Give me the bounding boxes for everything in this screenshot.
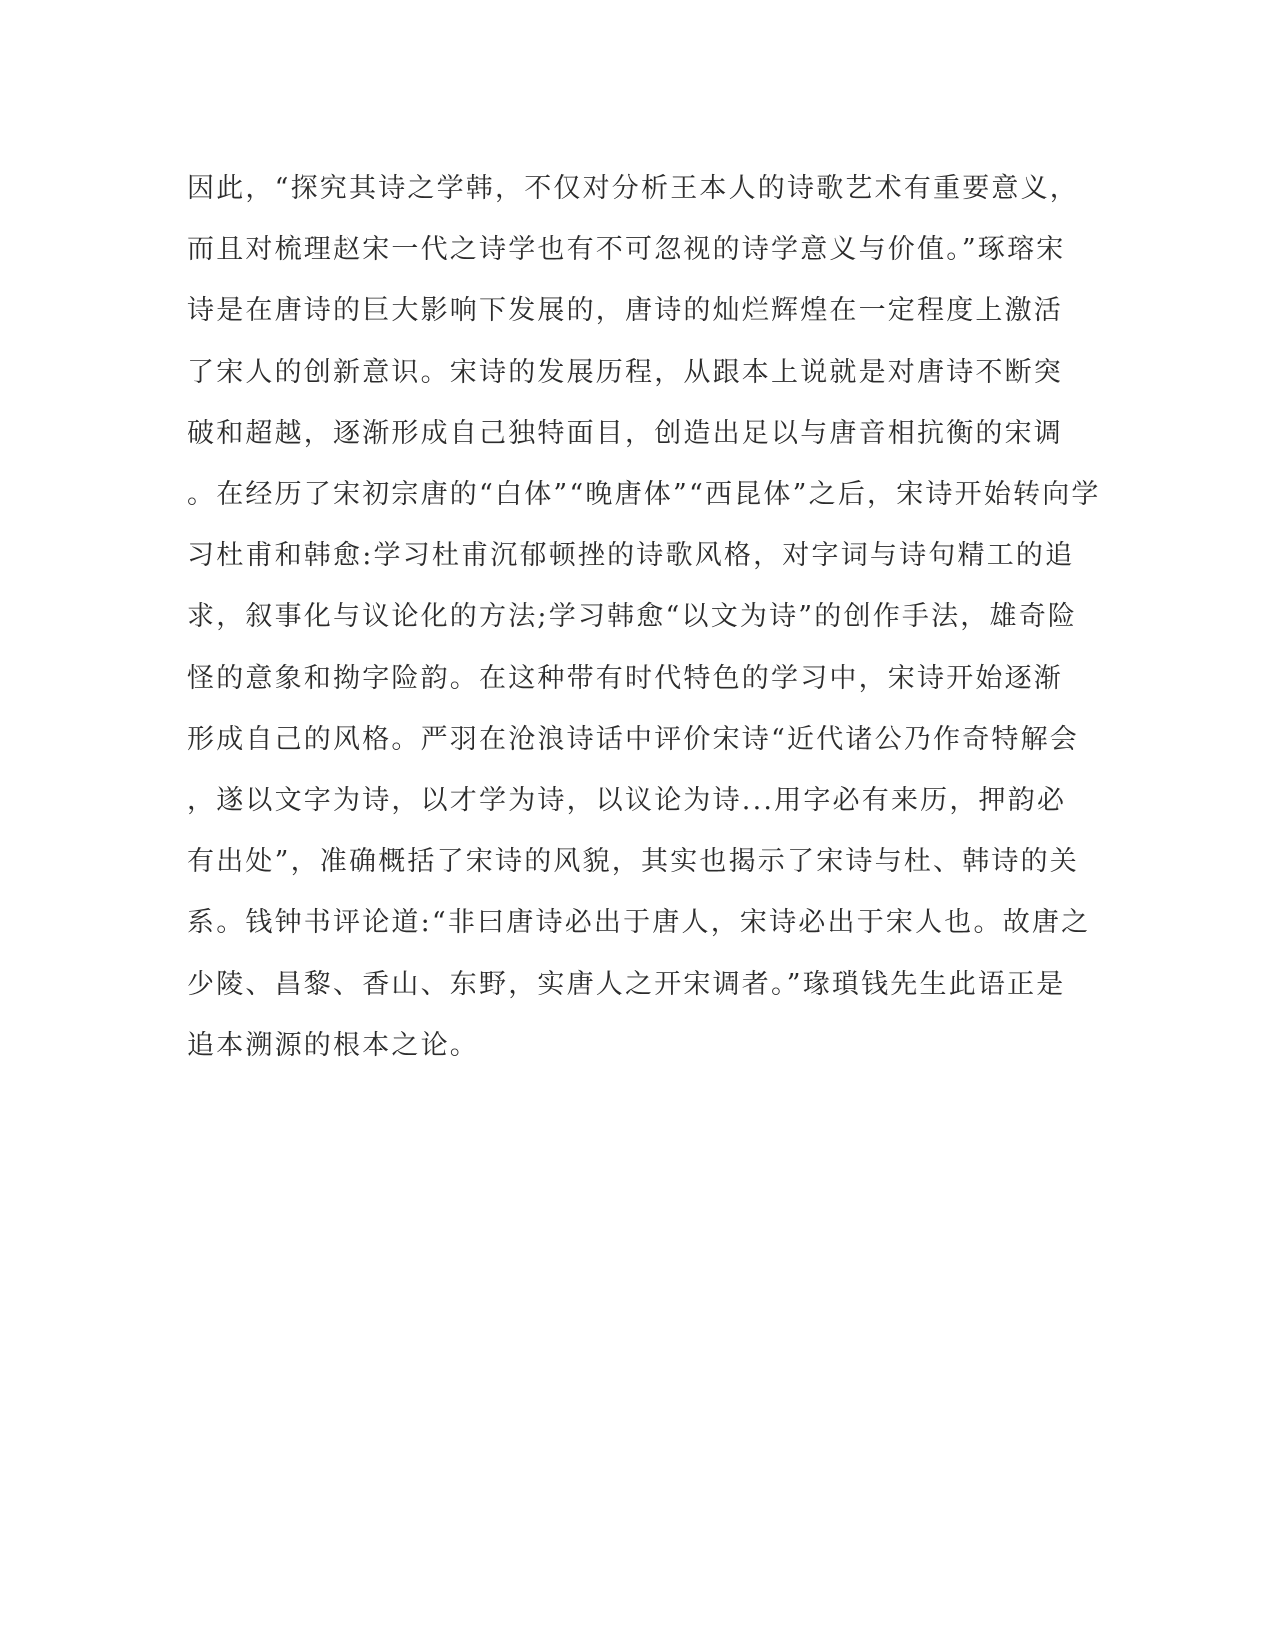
text-line-12: 有出处”，准确概括了宋诗的风貌，其实也揭示了宋诗与杜、韩诗的关 (187, 846, 1080, 878)
text-line-1: 因此，“探究其诗之学韩，不仅对分析王本人的诗歌艺术有重要意义， (187, 173, 1080, 204)
text-line-9: 怪的意象和拗字险韵。在这种带有时代特色的学习中，宋诗开始逐渐 (187, 662, 1063, 694)
text-line-6: 。在经历了宋初宗唐的“白体”“晚唐体”“西昆体”之后，宋诗开始转向学 (187, 479, 1101, 511)
text-line-8: 求，叙事化与议论化的方法;学习韩愈“以文为诗”的创作手法，雄奇险 (187, 601, 1078, 633)
text-line-2: 而且对梳理赵宋一代之诗学也有不可忽视的诗学意义与价值。”琢瑢宋 (187, 234, 1066, 266)
text-line-7: 习杜甫和韩愈:学习杜甫沉郁顿挫的诗歌风格，对字词与诗句精工的追 (187, 540, 1075, 572)
body-paragraph (187, 158, 1101, 1076)
text-line-4: 了宋人的创新意识。宋诗的发展历程，从跟本上说就是对唐诗不断突 (187, 356, 1063, 388)
text-line-14: 少陵、昌黎、香山、东野，实唐人之开宋调者。”瑑瑣钱先生此语正是 (187, 968, 1066, 1000)
text-line-10: 形成自己的风格。严羽在沧浪诗话中评价宋诗“近代诸公乃作奇特解会 (187, 723, 1080, 755)
text-line-5: 破和超越，逐渐形成自己独特面目，创造出足以与唐音相抗衡的宋调 (187, 417, 1063, 449)
text-line-11: ，遂以文字为诗，以才学为诗，以议论为诗...用字必有来历，押韵必 (187, 785, 1067, 817)
text-line-15: 追本溯源的根本之论。 (187, 1029, 479, 1061)
text-line-13: 系。钱钟书评论道:“非曰唐诗必出于唐人，宋诗必出于宋人也。故唐之 (187, 907, 1091, 939)
text-line-3: 诗是在唐诗的巨大影响下发展的，唐诗的灿烂辉煌在一定程度上激活 (187, 295, 1063, 327)
